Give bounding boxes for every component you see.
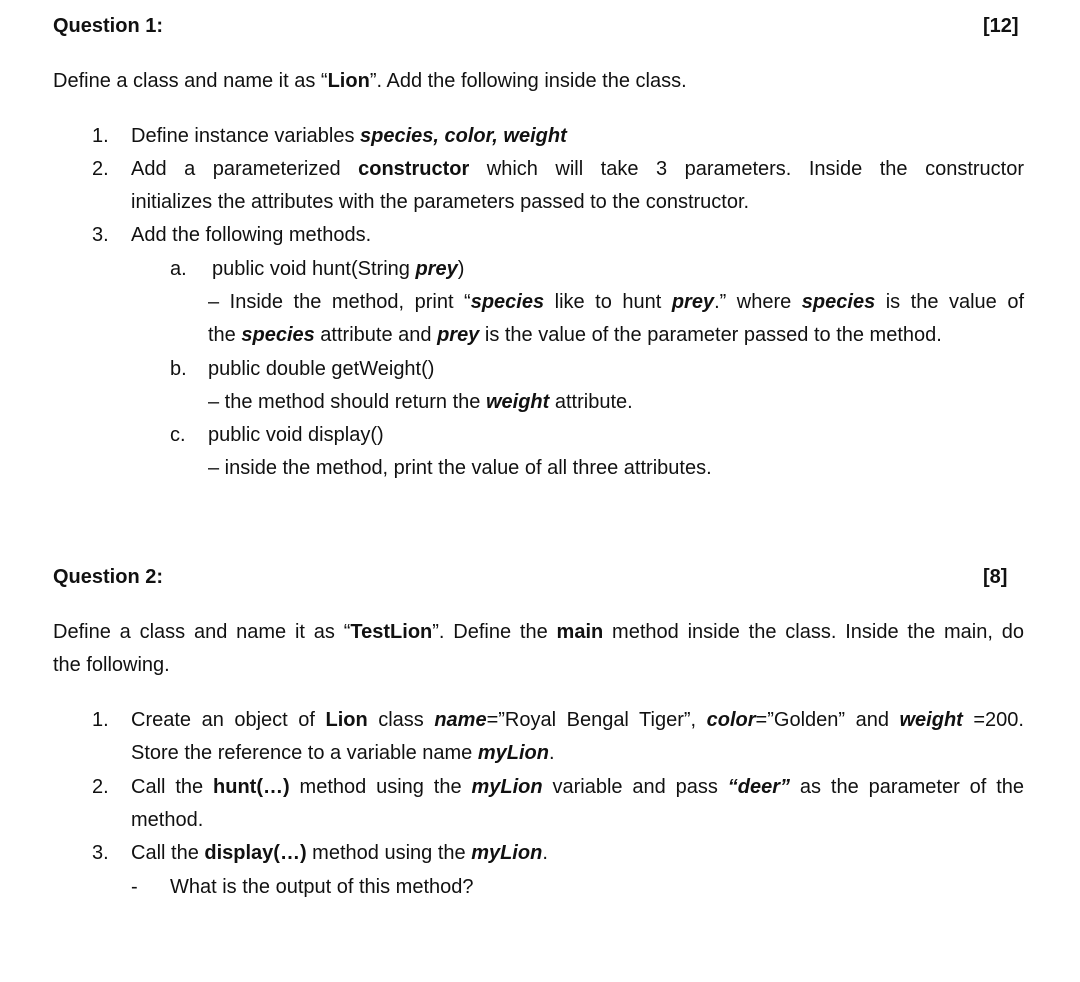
q1-item-2-number: 2. xyxy=(92,158,109,180)
method-a-letter: a. xyxy=(170,258,187,280)
q2-item-3-number: 3. xyxy=(92,842,109,864)
q1-item-1-number: 1. xyxy=(92,125,109,147)
q2-item-1-line-2: Store the reference to a variable name myLion. xyxy=(131,742,555,764)
question-2-marks: [8] xyxy=(983,566,1008,588)
method-c-description: – inside the method, print the value of all three attributes. xyxy=(208,457,712,479)
question-1-intro: Define a class and name it as “Lion”. Add the following inside the class. xyxy=(53,70,687,92)
method-c-signature: public void display() xyxy=(208,424,384,446)
q1-item-2-line-1: Add a parameterized constructor which will take 3 parameters. Inside the constructor xyxy=(131,158,1024,180)
method-a-description-line-1: – Inside the method, print “species like to hunt prey.” where species is the value of xyxy=(208,291,1024,313)
method-a-description-line-2: the species attribute and prey is the value of the parameter passed to the method. xyxy=(208,324,942,346)
method-b-description: – the method should return the weight attribute. xyxy=(208,391,633,413)
q2-item-3-sub-bullet: - xyxy=(131,876,138,898)
q1-item-3-text: Add the following methods. xyxy=(131,224,372,246)
method-a-signature: public void hunt(String prey) xyxy=(212,258,465,280)
q2-item-2-line-1: Call the hunt(…) method using the myLion variable and pass “deer” as the parameter of the xyxy=(131,776,1024,798)
q2-item-3-sub-text: What is the output of this method? xyxy=(170,876,474,898)
question-1-title: Question 1: xyxy=(53,15,164,37)
q1-item-2-line-2: initializes the attributes with the parameters passed to the constructor. xyxy=(131,191,750,213)
q1-item-1-text: Define instance variables species, color, weight xyxy=(131,125,567,147)
q1-item-3-number: 3. xyxy=(92,224,109,246)
q2-item-3-line-1: Call the display(…) method using the myLion. xyxy=(131,842,548,864)
method-b-signature: public double getWeight() xyxy=(208,358,435,380)
question-2-intro-line-2: the following. xyxy=(53,654,170,676)
method-b-letter: b. xyxy=(170,358,187,380)
method-c-letter: c. xyxy=(170,424,186,446)
q2-item-2-number: 2. xyxy=(92,776,109,798)
question-2-intro-line-1: Define a class and name it as “TestLion”. Define the main method inside the class. Inside the main, do xyxy=(53,621,1024,643)
q2-item-1-line-1: Create an object of Lion class name=”Royal Bengal Tiger”, color=”Golden” and weight =200. xyxy=(131,709,1024,731)
q2-item-2-line-2: method. xyxy=(131,809,204,831)
q2-item-1-number: 1. xyxy=(92,709,109,731)
question-1-marks: [12] xyxy=(983,15,1019,37)
question-2-title: Question 2: xyxy=(53,566,164,588)
